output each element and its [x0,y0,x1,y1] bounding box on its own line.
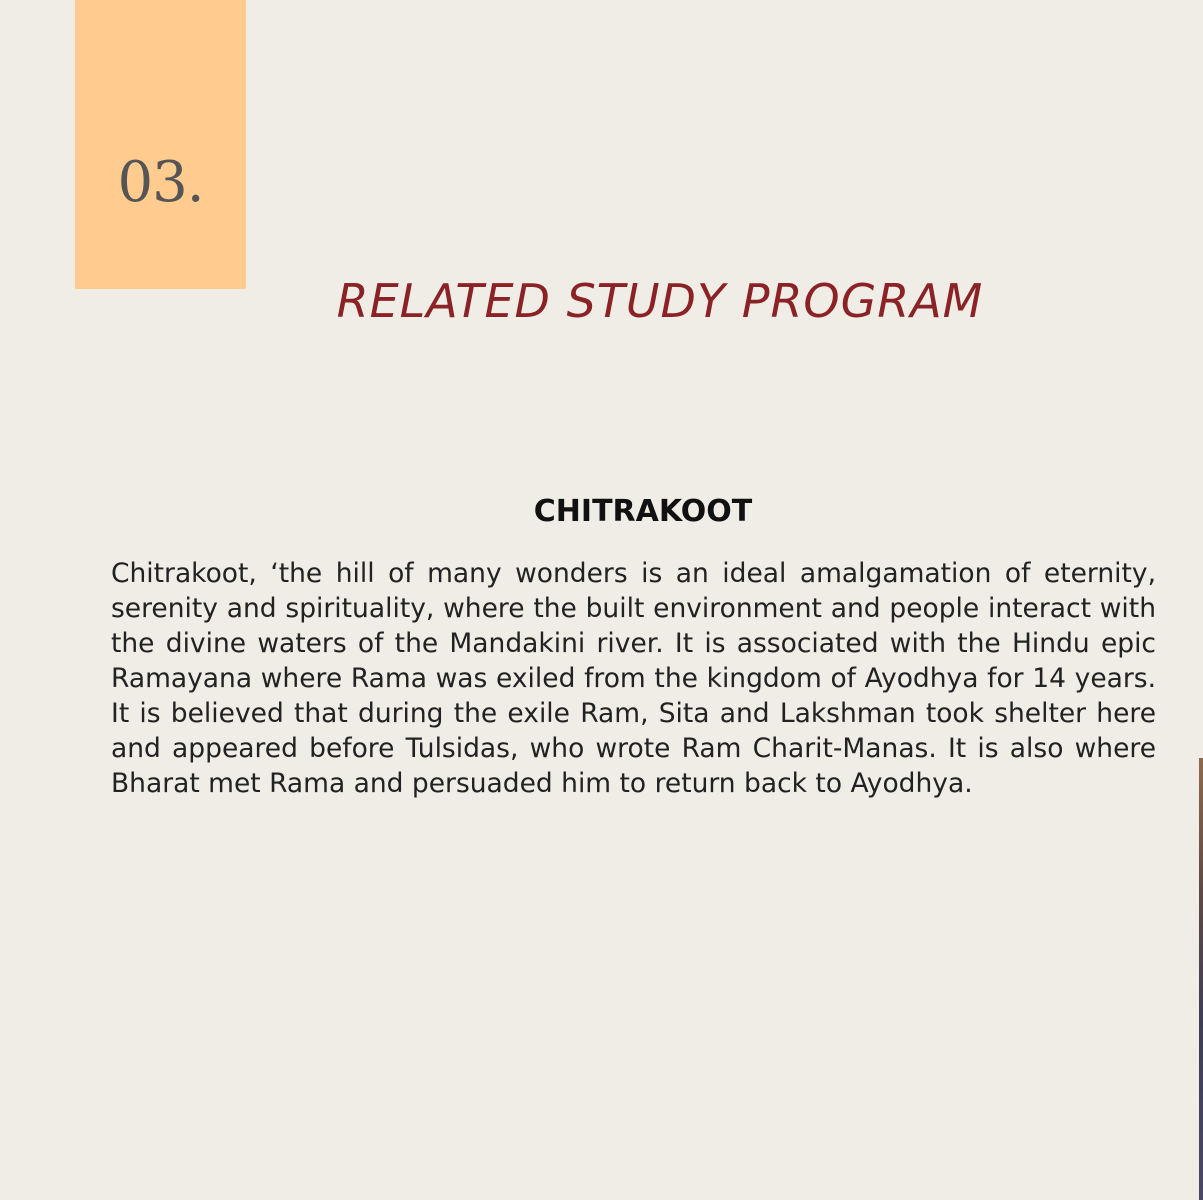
section-number-block [75,0,246,289]
place-title: CHITRAKOOT [533,494,753,529]
photo-edge-image [1199,758,1203,1200]
place-description: Chitrakoot, ‘the hill of many wonders is an ideal amalgamation of eternity, serenity and spirituality, where the built environment and people interact with the divine waters of the Mandakini river. It is associated with the Hindu epic Ramayana where Rama was exiled from the kingdom of Ayodhya for 14 years. It is believed that during the exile Ram, Sita and Lakshman took shelter here and appeared before Tulsidas, who wrote Ram Charit-Manas. It is also where Bharat met Rama and persuaded him to return back to Ayodhya. [111,558,1156,799]
section-number: 03. [117,150,204,215]
section-title: RELATED STUDY PROGRAM [336,274,984,328]
